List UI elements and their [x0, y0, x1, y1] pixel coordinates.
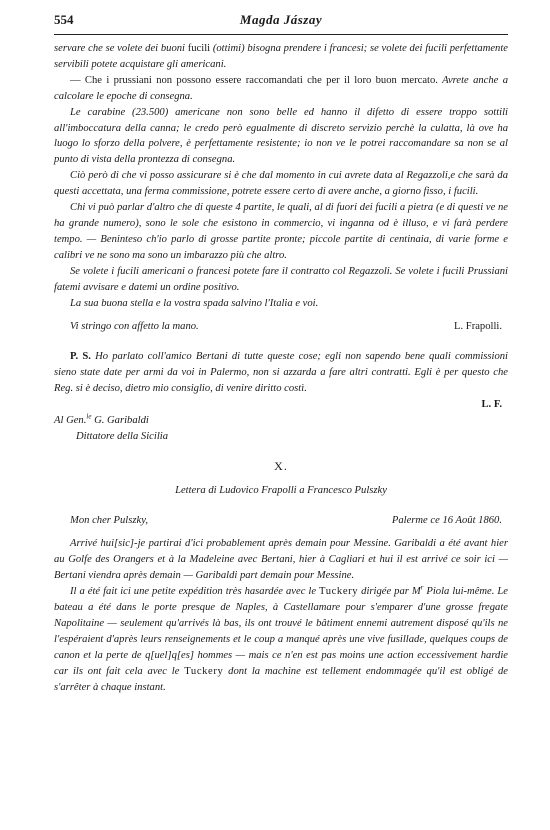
section-number: X. — [274, 458, 288, 473]
running-head: Magda Jászay — [239, 12, 323, 27]
dateline: Palerme ce 16 Août 1860. — [391, 514, 502, 526]
postscript: P. S. Ho parlato coll'amico Bertani di tutte queste cose; egli non sapendo bene quali commissioni sieno state date per armi da voi in Palermo, non si azzarda a fare altri contratti. Egli è per questo che Reg. si è deciso, dietro mio consiglio, di venire diritto costì. — [54, 351, 508, 395]
section-title: Lettera di Ludovico Frapolli a Francesco Pulszky — [175, 484, 387, 496]
addressee: Al Gen.$^{le}$ G. Garibaldi Dittatore della Sicilia — [54, 412, 168, 442]
postscript-signature: L. F. — [481, 399, 502, 411]
paragraph: — Che i prussiani non possono essere raccomandati che per il loro buon mercato. Avrete anche a calcolare le epoche di consegna. — [54, 74, 508, 102]
salutation: Mon cher Pulszky, — [70, 514, 148, 526]
paragraph: Le carabine (23.500) americane non sono belle ed hanno il difetto di essere troppo sottili all'imboccatura della canna; le credo però egualmente di discreto servizio perchè la culatta, là ove ha luogo lo sforzo della polvere, è perfettamente resistente; io non ve le potrei raccomandare sa non se al punto di vista della prontezza di consegna. — [54, 106, 508, 166]
paragraph: Il a été fait ici une petite expédition très hasardée avec le Tuckery dirigée par $M^r$ Piola lui-même. Le bateau a été dans le porte presque de Naples, à Castellamare pour s'emparer d'une grosse fregate Napolitaine — seulement qu'arrivés là bas, ils ont trouvé le bâtiment ennemi autrement disposé qu'ils ne l'espéraient d'après leurs renseignements et le coup a manqué après une vive fusillade, quelques coups de canon et la perte de q[uel]q[es] hommes — mais ce n'en est pas moins une action eccessivement hardie car ils ont fait cela avec le Tuckery dont la machine est tellement endommagée qu'il est obligé de s'arrêter à chaque instant. — [54, 583, 508, 693]
page-header — [54, 10, 508, 30]
page-number: 554 — [54, 12, 74, 27]
paragraph: Ciò però di che vi posso assicurare si è che dal momento in cui avrete data al Regazzoli,e che sarà da questi accettata, una ferma commissione, potrete essere certo di avere anche, a giorno fisso, i fucili. — [54, 170, 508, 198]
signature: L. Frapolli. — [454, 321, 502, 333]
paragraph: La sua buona stella e la vostra spada salvino l'Italia e voi. — [70, 297, 319, 309]
closing-text: Vi stringo con affetto la mano. — [70, 321, 199, 333]
letter-opening — [54, 513, 508, 529]
paragraph: Chi vi può parlar d'altro che di queste 4 partite, le quali, al di fuori dei fucili a pietra (e di questi ve ne ha grande numero), sono le sole che esistono in commercio, vi inganna od è illuso, e vi farà perdere tempo. — Beninteso ch'io parlo di grosse partite pronte; piccole partite di centinaia, di varie forme e calibri ve ne sono ma sono un imbarazzo più che altro. — [54, 202, 508, 261]
document-page — [54, 0, 508, 830]
body-text — [54, 41, 508, 696]
paragraph: servare che se volete dei buoni fucili (ottimi) bisogna prendere i francesi; se volete dei fucili perfettamente servibili potete acquistare gli americani. — [54, 43, 508, 70]
paragraph: Arrivé hui[sic]-je partirai d'ici probablement après demain pour Messine. Garibaldi a été avant hier au Golfe des Orangers et à la Madeleine avec Bertani, hier à Cagliari et hui il est arrivé ce soir ici — Bertani viendra après demain — Garibaldi part demain pour Messine. — [54, 538, 508, 582]
paragraph: Se volete i fucili americani o francesi potete fare il contratto col Regazzoli. Se volete i fucili Prussiani fatemi avvisare e datemi un ordine positivo. — [54, 265, 508, 293]
header-rule — [54, 34, 508, 35]
closing-line — [54, 319, 508, 335]
